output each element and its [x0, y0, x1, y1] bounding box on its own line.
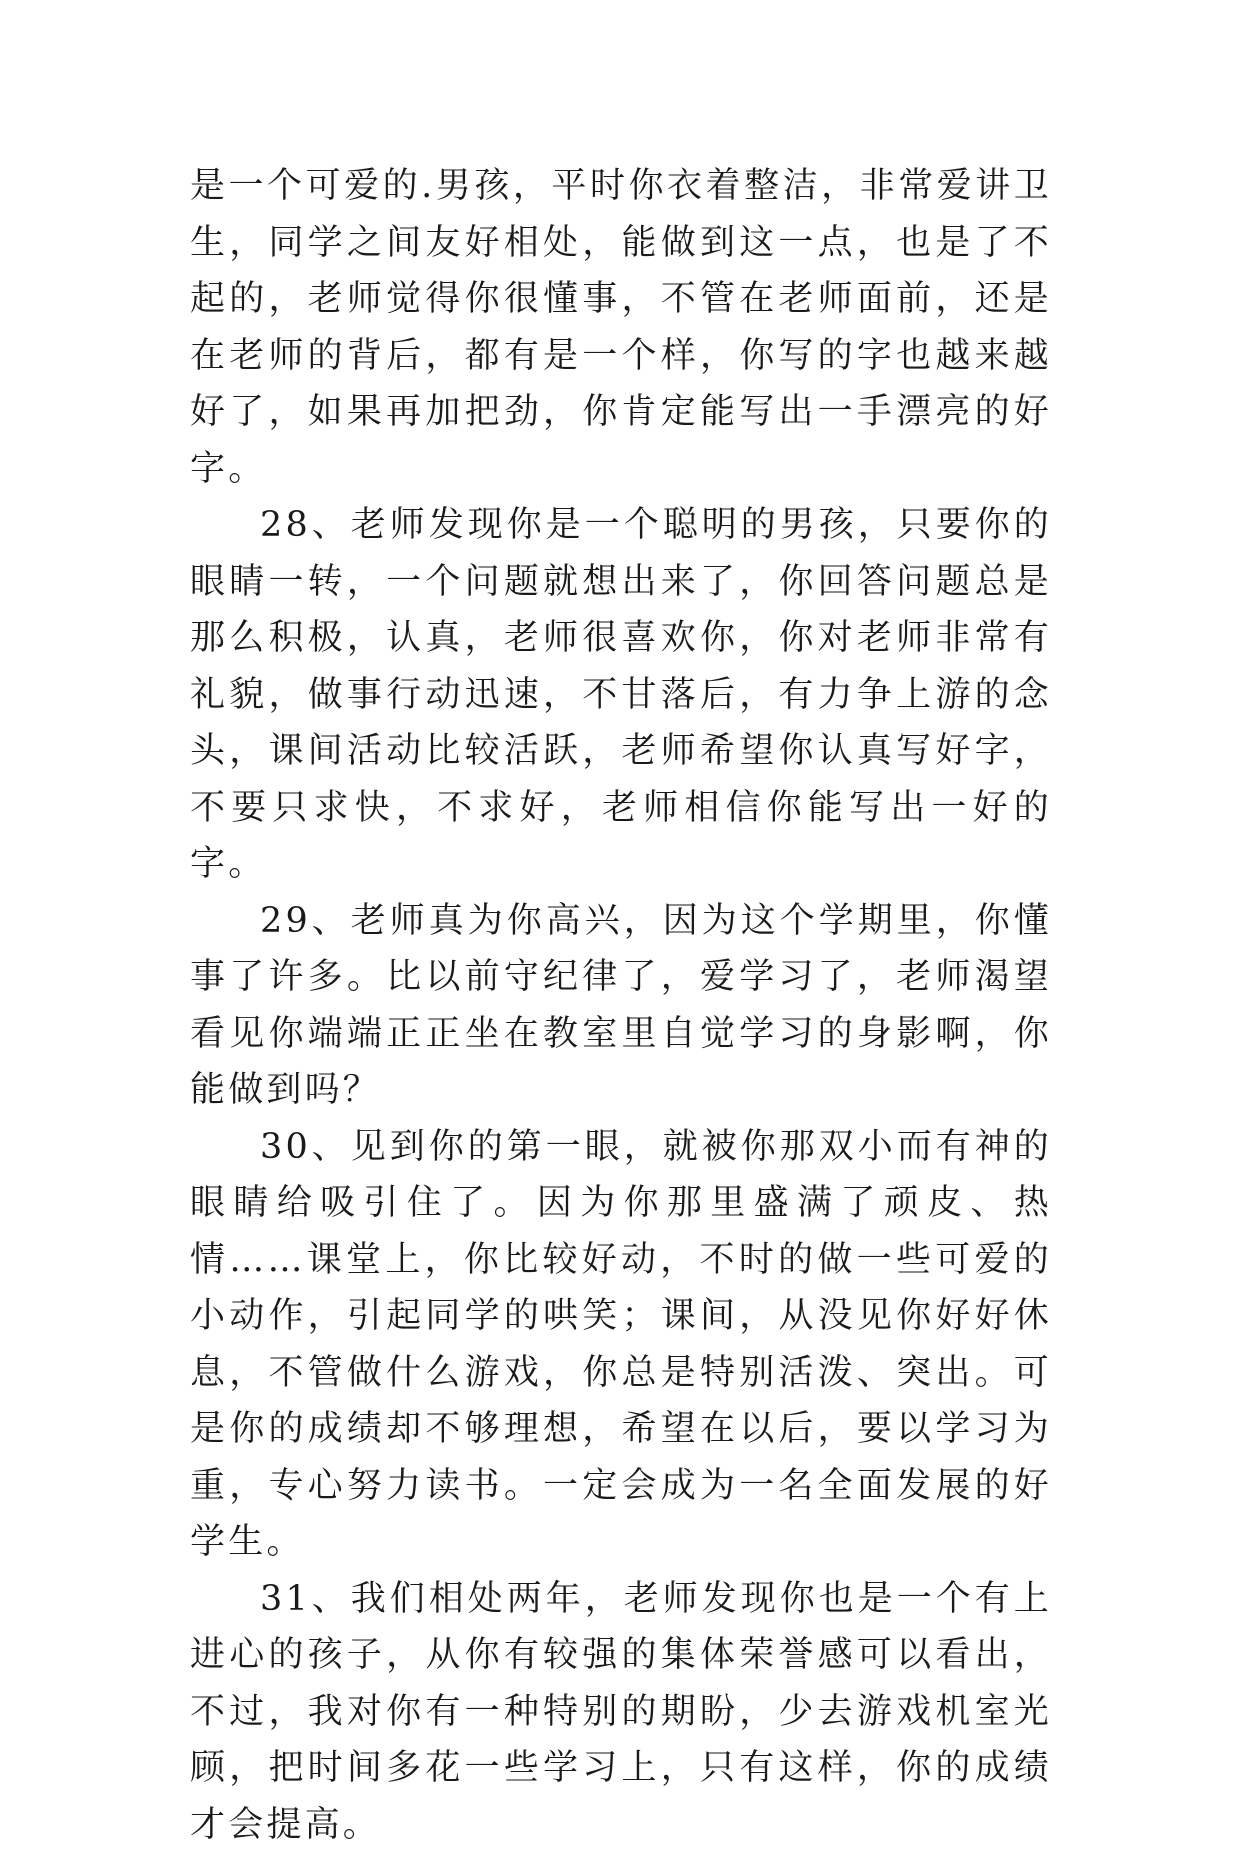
paragraph-29: 29、老师真为你高兴，因为这个学期里，你懂事了许多。比以前守纪律了，爱学习了，老师渴望看见你端端正正坐在教室里自觉学习的身影啊，你能做到吗？ — [190, 893, 1052, 1119]
paragraph-28: 28、老师发现你是一个聪明的男孩，只要你的眼睛一转，一个问题就想出来了，你回答问题总是那么积极，认真，老师很喜欢你，你对老师非常有礼貌，做事行动迅速，不甘落后，有力争上游的念头，课间活动比较活跃，老师希望你认真写好字，不要只求快，不求好，老师相信你能写出一好的字。 — [190, 497, 1052, 893]
document-body — [190, 158, 1052, 1853]
paragraph-30: 30、见到你的第一眼，就被你那双小而有神的眼睛给吸引住了。因为你那里盛满了顽皮、热情……课堂上，你比较好动，不时的做一些可爱的小动作，引起同学的哄笑；课间，从没见你好好休息，不管做什么游戏，你总是特别活泼、突出。可是你的成绩却不够理想，希望在以后，要以学习为重，专心努力读书。一定会成为一名全面发展的好学生。 — [190, 1119, 1052, 1571]
paragraph-continued: 是一个可爱的.男孩，平时你衣着整洁，非常爱讲卫生，同学之间友好相处，能做到这一点，也是了不起的，老师觉得你很懂事，不管在老师面前，还是在老师的背后，都有是一个样，你写的字也越来越好了，如果再加把劲，你肯定能写出一手漂亮的好字。 — [190, 158, 1052, 497]
paragraph-31: 31、我们相处两年，老师发现你也是一个有上进心的孩子，从你有较强的集体荣誉感可以看出，不过，我对你有一种特别的期盼，少去游戏机室光顾，把时间多花一些学习上，只有这样，你的成绩才会提高。 — [190, 1571, 1052, 1853]
